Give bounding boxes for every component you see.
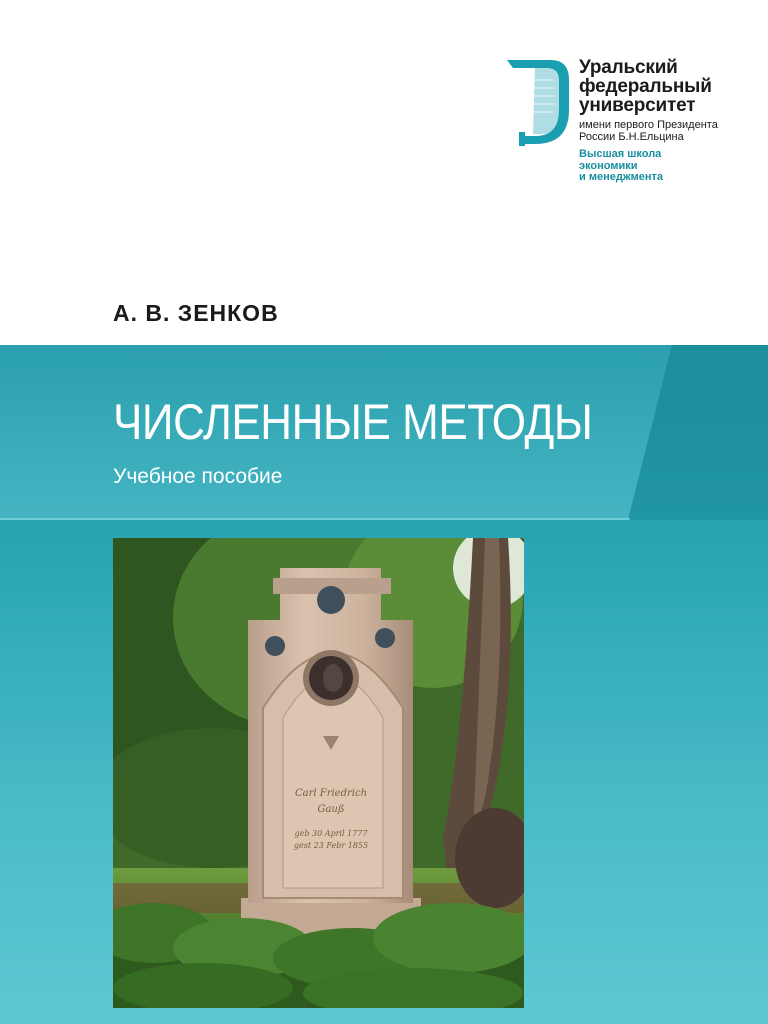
gravestone [241, 568, 421, 948]
author-name: А. В. ЗЕНКОВ [113, 300, 279, 326]
school-name-line2: экономики [579, 159, 638, 172]
university-name-line3: университет [579, 95, 696, 116]
book-title: ЧИСЛЕННЫЕ МЕТОДЫ [113, 394, 593, 450]
inscription-line3: geb 30 April 1777 [294, 829, 368, 838]
university-logo-icon [505, 58, 571, 148]
inscription-line4: gest 23 Febr 1855 [293, 841, 369, 850]
university-logo-text [579, 58, 764, 184]
school-name-line1: Высшая школа [579, 148, 662, 160]
book-subtitle: Учебное пособие [113, 465, 283, 488]
university-sub-line1: имени первого Президента [579, 119, 718, 131]
university-name-line2: федеральный [579, 76, 712, 97]
university-name-line1: Уральский [579, 57, 678, 78]
inscription-line2: Gauß [317, 804, 345, 815]
inscription-line1: Carl Friedrich [294, 788, 368, 799]
university-sub-line2: России Б.Н.Ельцина [579, 131, 684, 143]
school-name-line3: и менеджмента [579, 171, 664, 183]
gravestone-photo [113, 538, 524, 1008]
